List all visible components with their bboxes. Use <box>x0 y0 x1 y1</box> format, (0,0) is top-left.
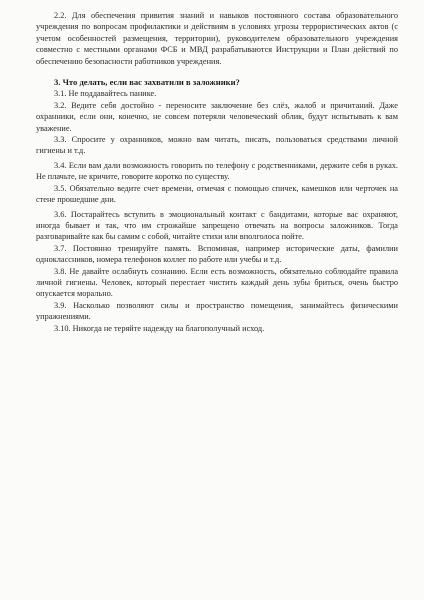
item-3-1: 3.1. Не поддавайтесь панике. <box>54 89 157 99</box>
item-3-10: 3.10. Никогда не теряйте надежду на благополучный исход. <box>54 323 265 333</box>
item-3-7: 3.7. Постоянно тренируйте память. Вспоминая, например исторические даты, фамилии одноклассников, номера телефонов коллег по работе или учебы и т.д. <box>36 243 398 265</box>
item-3-2: 3.2. Ведите себя достойно - переносите заключение без слёз, жалоб и причитаний. Даже охранники, если они, конечно, не совсем потеряли человеческий облик, будут испытывать к вам уважение. <box>36 100 398 133</box>
section-3-title: 3. Что делать, если вас захватили в заложники? <box>54 77 240 88</box>
item-3-5: 3.5. Обязательно ведите счет времени, отмечая с помощью спичек, камешков или черточек на стене прошедшие дни. <box>36 183 398 205</box>
paragraph-2-2: 2.2. Для обеспечения привития знаний и навыков постоянного состава образовательного учреждения по вопросам профилактики и действиям в условиях угрозы террористических актов (с учетом особенностей размещения, территории), руководителем образовательного учреждения совместно с местными органами ФСБ и МВД разрабатываются Инструкции и План действий по обеспечению безопасности работников учреждения. <box>36 11 398 66</box>
item-3-8: 3.8. Не давайте ослабнуть сознанию. Если есть возможность, обязательно соблюдайте правила личной гигиены. Человек, который перестает чистить каждый день зубы бриться, очень быстро опускается морально. <box>36 266 398 299</box>
item-3-4: 3.4. Если вам дали возможность говорить по телефону с родственниками, держите себя в руках. Не плачьте, не кричите, говорите коротко по существу. <box>36 160 398 182</box>
item-3-6: 3.6. Постарайтесь вступить в эмоциональный контакт с бандитами, которые вас охраняют, иногда бывает и так, что им строжайше запрещено отвечать на вопросы заложников. Тогда разговаривайте как бы самим с собой, читайте стихи или вполголоса пойте. <box>36 209 398 242</box>
document-body <box>36 10 398 334</box>
item-3-9: 3.9. Насколько позволяют силы и пространство помещения, занимайтесь физическими упражнениями. <box>36 300 398 322</box>
item-3-3: 3.3. Спросите у охранников, можно вам читать, писать, пользоваться средствами личной гигиены и т.д. <box>36 135 398 156</box>
